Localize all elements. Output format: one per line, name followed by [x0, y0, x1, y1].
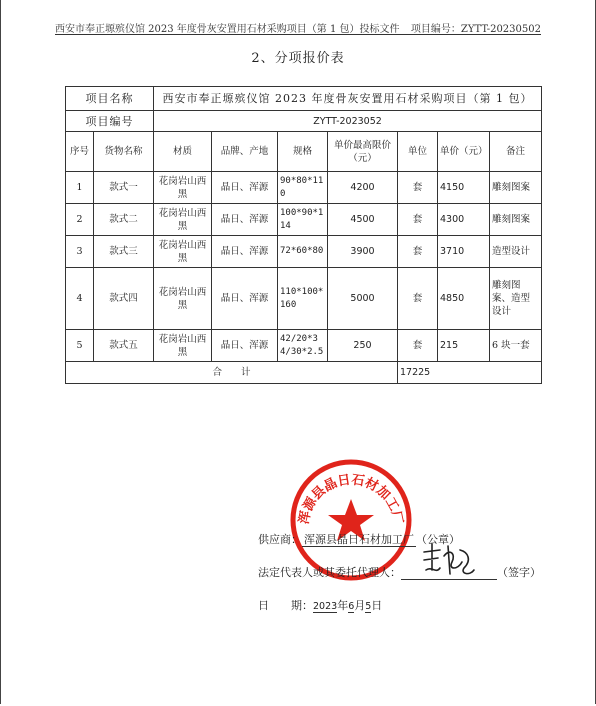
date-day-unit: 日: [371, 599, 383, 612]
row-note: 6 块一套: [490, 330, 542, 362]
row-unit: 套: [398, 236, 438, 268]
table-row: [66, 236, 542, 268]
row-spec: 110*100*160: [278, 268, 328, 330]
date-month-unit: 月: [354, 599, 366, 612]
col-header-material: 材质: [154, 132, 212, 172]
row-name: 款式三: [94, 236, 154, 268]
row-note: 雕刻图案、造型设计: [490, 268, 542, 330]
total-row: [66, 362, 542, 384]
date-line: [258, 597, 382, 613]
row-price: 3710: [438, 236, 490, 268]
row-price: 4300: [438, 204, 490, 236]
row-material: 花岗岩山西黑: [154, 172, 212, 204]
row-no: 2: [66, 204, 94, 236]
date-day: 5: [365, 601, 372, 612]
project-name-value: 西安市奉正塬殡仪馆 2023 年度骨灰安置用石材采购项目（第 1 包）: [154, 87, 542, 111]
row-max-price: 3900: [328, 236, 398, 268]
row-brand: 晶日、浑源: [212, 172, 278, 204]
col-header-name: 货物名称: [94, 132, 154, 172]
row-name: 款式五: [94, 330, 154, 362]
col-header-unit: 单位: [398, 132, 438, 172]
row-spec: 90*80*110: [278, 172, 328, 204]
handwritten-signature: [418, 540, 478, 582]
col-header-no: 序号: [66, 132, 94, 172]
rep-suffix: （签字）: [497, 566, 541, 579]
project-name-label: 项目名称: [66, 87, 154, 111]
supplier-name: 浑源县晶日石材加工厂: [304, 533, 414, 546]
row-no: 1: [66, 172, 94, 204]
col-header-brand: 品牌、产地: [212, 132, 278, 172]
col-header-note: 备注: [490, 132, 542, 172]
row-unit: 套: [398, 330, 438, 362]
document-header: [55, 20, 541, 35]
row-name: 款式四: [94, 268, 154, 330]
row-spec: 42/20*34/30*2.5: [278, 330, 328, 362]
project-name-row: [66, 87, 542, 111]
supplier-suffix: （公章）: [416, 533, 460, 546]
row-material: 花岗岩山西黑: [154, 236, 212, 268]
row-max-price: 4500: [328, 204, 398, 236]
seal-text: 浑源县晶日石材加工厂: [296, 472, 406, 526]
header-left-text: 西安市奉正塬殡仪馆 2023 年度骨灰安置用石材采购项目（第 1 包）投标文件: [55, 24, 400, 35]
row-spec: 100*90*114: [278, 204, 328, 236]
row-no: 4: [66, 268, 94, 330]
row-brand: 晶日、浑源: [212, 204, 278, 236]
total-value: 17225: [398, 362, 542, 384]
row-note: 造型设计: [490, 236, 542, 268]
row-unit: 套: [398, 172, 438, 204]
quote-table: [65, 86, 542, 384]
total-label: 合 计: [66, 362, 398, 384]
row-max-price: 5000: [328, 268, 398, 330]
row-unit: 套: [398, 204, 438, 236]
row-no: 5: [66, 330, 94, 362]
date-year-unit: 年: [337, 599, 349, 612]
row-brand: 晶日、浑源: [212, 330, 278, 362]
project-code-value: ZYTT-2023052: [154, 111, 542, 132]
row-note: 雕刻图案: [490, 204, 542, 236]
table-row: [66, 330, 542, 362]
row-price: 4150: [438, 172, 490, 204]
row-material: 花岗岩山西黑: [154, 268, 212, 330]
row-no: 3: [66, 236, 94, 268]
table-row: [66, 268, 542, 330]
row-name: 款式一: [94, 172, 154, 204]
row-name: 款式二: [94, 204, 154, 236]
row-brand: 晶日、浑源: [212, 236, 278, 268]
page-title: 2、分项报价表: [251, 51, 345, 66]
project-code-row: [66, 111, 542, 132]
project-code-label: 项目编号: [66, 111, 154, 132]
rep-label: 法定代表人或其委托代理人：: [258, 566, 401, 579]
row-max-price: 4200: [328, 172, 398, 204]
row-spec: 72*60*80: [278, 236, 328, 268]
table-row: [66, 204, 542, 236]
row-max-price: 250: [328, 330, 398, 362]
representative-line: [258, 564, 541, 580]
col-header-max-price: 单价最高限价（元）: [328, 132, 398, 172]
row-material: 花岗岩山西黑: [154, 330, 212, 362]
row-price: 215: [438, 330, 490, 362]
date-year: 2023: [313, 601, 338, 612]
col-header-price: 单价（元）: [438, 132, 490, 172]
row-price: 4850: [438, 268, 490, 330]
date-month: 6: [348, 601, 355, 612]
header-right-text: 项目编号：ZYTT-20230502: [410, 24, 541, 35]
supplier-label: 供应商：: [258, 533, 302, 546]
col-header-spec: 规格: [278, 132, 328, 172]
date-label: 日 期：: [258, 599, 313, 612]
table-row: [66, 172, 542, 204]
row-unit: 套: [398, 268, 438, 330]
row-note: 雕刻图案: [490, 172, 542, 204]
row-brand: 晶日、浑源: [212, 268, 278, 330]
row-material: 花岗岩山西黑: [154, 204, 212, 236]
table-header-row: [66, 132, 542, 172]
